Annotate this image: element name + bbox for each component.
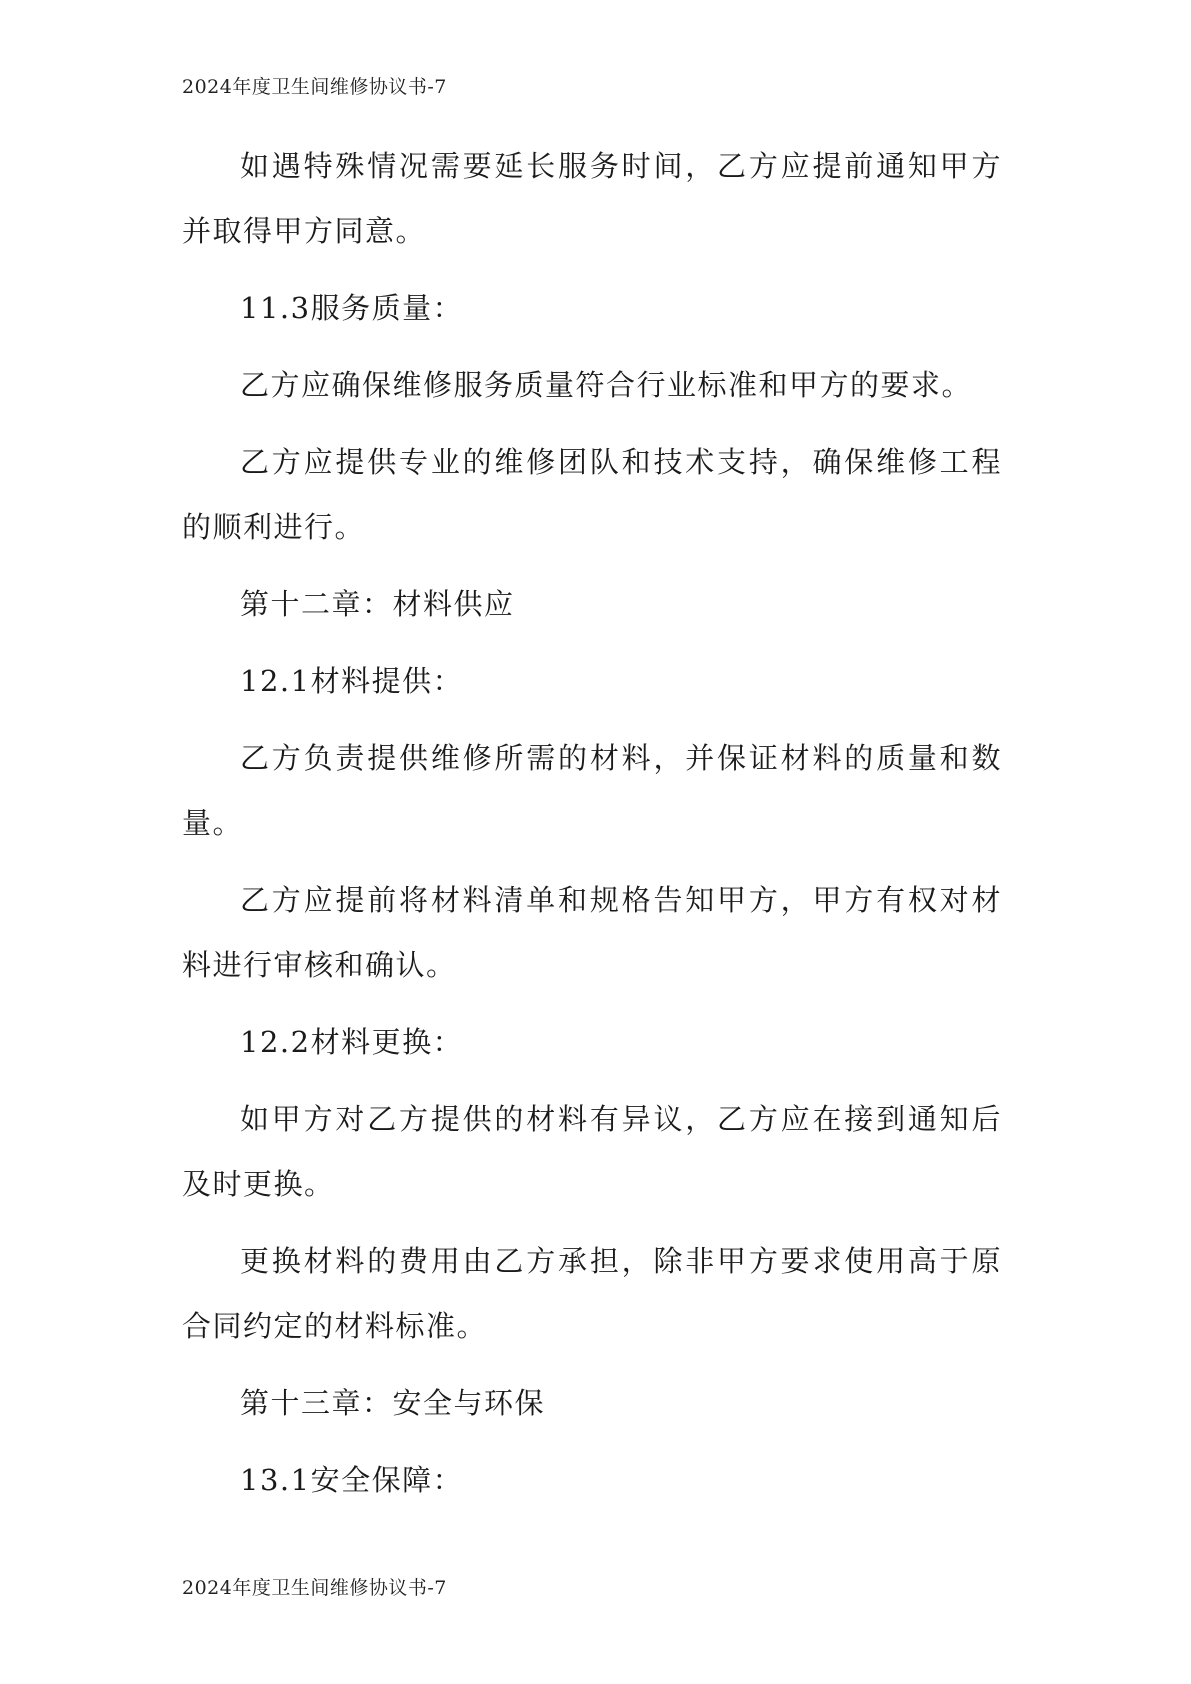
document-body: [182, 134, 1002, 1525]
paragraph-professional-team: 乙方应提供专业的维修团队和技术支持，确保维修工程的顺利进行。: [182, 445, 1002, 544]
section-heading-12-2: 12.2材料更换：: [240, 1025, 464, 1059]
running-header: 2024年度卫生间维修协议书-7: [182, 76, 447, 98]
paragraph-extend-service: 如遇特殊情况需要延长服务时间，乙方应提前通知甲方并取得甲方同意。: [182, 149, 1002, 248]
chapter-heading-13: 第十三章：安全与环保: [240, 1386, 546, 1420]
section-heading-12-1: 12.1材料提供：: [240, 664, 464, 698]
chapter-heading-12: 第十二章：材料供应: [240, 587, 515, 621]
paragraph-material-list: 乙方应提前将材料清单和规格告知甲方，甲方有权对材料进行审核和确认。: [182, 883, 1002, 982]
running-footer: 2024年度卫生间维修协议书-7: [182, 1577, 447, 1599]
paragraph-replacement-cost: 更换材料的费用由乙方承担，除非甲方要求使用高于原合同约定的材料标准。: [182, 1244, 1002, 1343]
paragraph-material-objection: 如甲方对乙方提供的材料有异议，乙方应在接到通知后及时更换。: [182, 1102, 1002, 1201]
paragraph-material-supply: 乙方负责提供维修所需的材料，并保证材料的质量和数量。: [182, 741, 1002, 840]
section-heading-13-1: 13.1安全保障：: [240, 1463, 464, 1497]
paragraph-quality-standard: 乙方应确保维修服务质量符合行业标准和甲方的要求。: [240, 368, 973, 402]
section-heading-11-3: 11.3服务质量：: [240, 291, 464, 325]
